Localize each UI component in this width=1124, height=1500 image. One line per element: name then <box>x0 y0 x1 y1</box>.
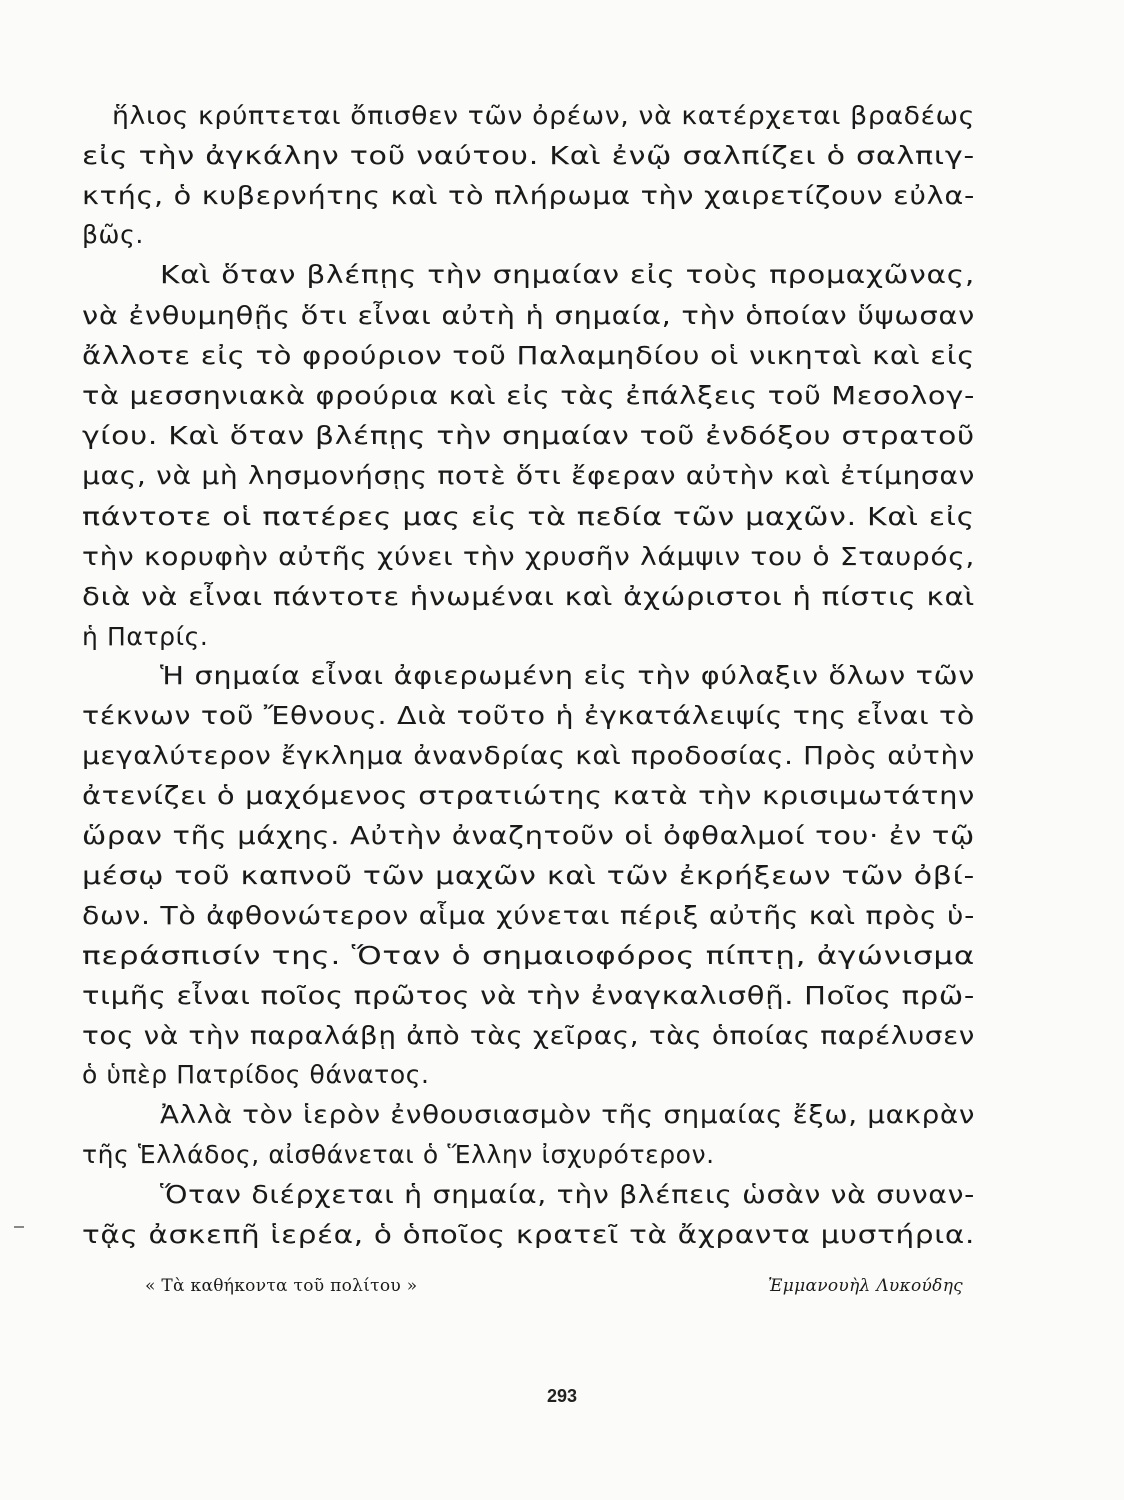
text-line: ἡ Πατρίς. <box>82 622 209 651</box>
author-name: Ἐμμανουὴλ Λυκούδης <box>767 1276 963 1296</box>
text-line: δων. Τὸ ἀφθονώτερον αἷμα χύνεται πέριξ αὐτῆς καὶ πρὸς ὑ- <box>82 901 976 930</box>
text-line: τὰ μεσσηνιακὰ φρούρια καὶ εἰς τὰς ἐπάλξεις τοῦ Μεσολογ- <box>82 381 976 410</box>
text-line: μεγαλύτερον ἔγκλημα ἀνανδρίας καὶ προδοσίας. Πρὸς αὐτὴν <box>82 741 975 770</box>
text-line: ἥλιος κρύπτεται ὄπισθεν τῶν ὀρέων, νὰ κατέρχεται βραδέως <box>112 101 975 130</box>
text-line: τιμῆς εἶναι ποῖος πρῶτος νὰ τὴν ἐναγκαλισθῇ. Ποῖος πρῶ- <box>82 981 975 1010</box>
text-line: τὴν κορυφὴν αὐτῆς χύνει τὴν χρυσῆν λάμψιν του ὁ Σταυρός, <box>82 542 976 571</box>
source-title: « Τὰ καθήκοντα τοῦ πολίτου » <box>145 1276 418 1296</box>
text-line: Ἀλλὰ τὸν ἱερὸν ἐνθουσιασμὸν τῆς σημαίας ἔξω, μακρὰν <box>160 1100 976 1129</box>
text-line: τος νὰ τὴν παραλάβῃ ἀπὸ τὰς χεῖρας, τὰς ὁποίας παρέλυσεν <box>82 1021 976 1050</box>
text-line: γίου. Καὶ ὅταν βλέπῃς τὴν σημαίαν τοῦ ἐνδόξου στρατοῦ <box>82 421 975 450</box>
text-line: περάσπισίν της. Ὅταν ὁ σημαιοφόρος πίπτῃ, ἀγώνισμα <box>82 941 976 970</box>
text-line: Ἡ σημαία εἶναι ἀφιερωμένη εἰς τὴν φύλαξιν ὅλων τῶν <box>160 661 976 690</box>
text-line: ὁ ὑπὲρ Πατρίδος θάνατος. <box>82 1060 430 1089</box>
text-line: μέσῳ τοῦ καπνοῦ τῶν μαχῶν καὶ τῶν ἐκρήξεων τῶν ὀβί- <box>82 861 976 890</box>
text-line: ἄλλοτε εἰς τὸ φρούριον τοῦ Παλαμηδίου οἱ νικηταὶ καὶ εἰς <box>82 341 976 370</box>
text-line: ὥραν τῆς μάχης. Αὐτὴν ἀναζητοῦν οἱ ὀφθαλμοί του· ἐν τῷ <box>82 821 975 850</box>
text-line: εἰς τὴν ἀγκάλην τοῦ ναύτου. Καὶ ἐνῷ σαλπίζει ὁ σαλπιγ- <box>82 141 975 170</box>
text-line: τᾷς ἀσκεπῆ ἱερέα, ὁ ὁποῖος κρατεῖ τὰ ἄχραντα μυστήρια. <box>82 1220 976 1249</box>
text-line: κτής, ὁ κυβερνήτης καὶ τὸ πλήρωμα τὴν χαιρετίζουν εὐλα- <box>82 181 976 210</box>
attribution <box>145 1276 963 1306</box>
text-line: Ὅταν διέρχεται ἡ σημαία, τὴν βλέπεις ὡσὰν νὰ συναν- <box>160 1180 976 1209</box>
text-line: Καὶ ὅταν βλέπῃς τὴν σημαίαν εἰς τοὺς προμαχῶνας, <box>160 260 975 289</box>
text-line: διὰ νὰ εἶναι πάντοτε ἡνωμέναι καὶ ἀχώριστοι ἡ πίστις καὶ <box>82 582 976 611</box>
text-line: τῆς Ἑλλάδος, αἰσθάνεται ὁ Ἕλλην ἰσχυρότερον. <box>82 1140 715 1169</box>
margin-mark <box>14 1226 24 1228</box>
page-number: 293 <box>546 1386 578 1406</box>
text-line: μας, νὰ μὴ λησμονήσῃς ποτὲ ὅτι ἔφεραν αὐτὴν καὶ ἐτίμησαν <box>82 461 976 490</box>
text-line: ἀτενίζει ὁ μαχόμενος στρατιώτης κατὰ τὴν κρισιμωτάτην <box>82 781 976 810</box>
text-line: νὰ ἐνθυμηθῇς ὅτι εἶναι αὐτὴ ἡ σημαία, τὴν ὁποίαν ὕψωσαν <box>82 301 975 330</box>
text-line: τέκνων τοῦ Ἔθνους. Διὰ τοῦτο ἡ ἐγκατάλειψίς της εἶναι τὸ <box>82 701 976 730</box>
text-line: βῶς. <box>82 220 144 249</box>
text-line: πάντοτε οἱ πατέρες μας εἰς τὰ πεδία τῶν μαχῶν. Καὶ εἰς <box>82 502 975 531</box>
